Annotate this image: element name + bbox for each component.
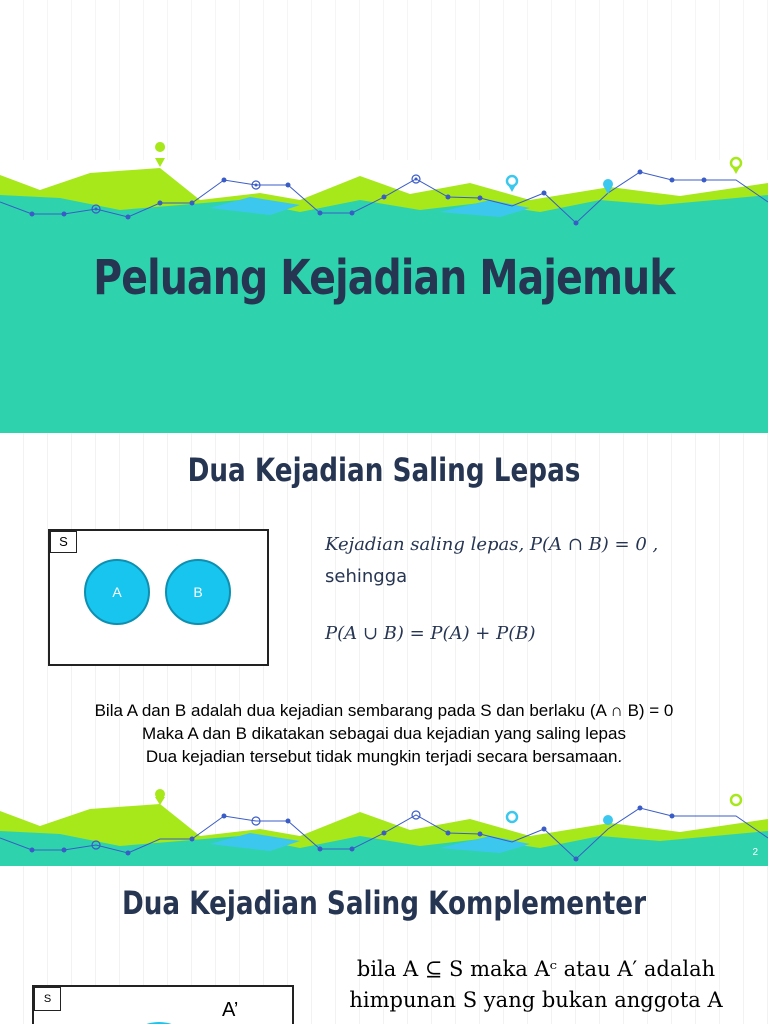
complement-definition-line-1: bila A ⊆ S maka Aᶜ atau A′ adalah <box>356 957 716 981</box>
formula-connector: sehingga <box>325 566 408 587</box>
venn-diagram-complement <box>32 985 294 1024</box>
set-b-circle: B <box>165 559 231 625</box>
complement-definition-line-2: himpunan S yang bukan anggota A <box>349 988 723 1012</box>
slide-title: Peluang Kejadian Majemuk <box>93 250 675 306</box>
slide-heading: Dua Kejadian Saling Lepas <box>187 451 581 489</box>
venn-diagram <box>48 529 269 666</box>
grid-background <box>0 0 768 160</box>
body-line-2: Maka A dan B dikatakan sebagai dua kejadian yang saling lepas <box>142 724 626 743</box>
formula-intersection: Kejadian saling lepas, P(A ∩ B) = 0 , <box>325 534 659 555</box>
complement-label: A’ <box>222 999 239 1021</box>
set-a-circle: A <box>84 559 150 625</box>
decorative-wave-footer <box>0 778 768 866</box>
universe-label: S <box>34 987 61 1011</box>
mutually-exclusive-slide <box>0 433 768 866</box>
slide-heading: Dua Kejadian Saling Komplementer <box>121 884 647 922</box>
formula-union: P(A ∪ B) = P(A) + P(B) <box>325 623 536 644</box>
complementary-slide <box>0 866 768 1024</box>
title-slide <box>0 0 768 433</box>
body-line-3: Dua kejadian tersebut tidak mungkin terjadi secara bersamaan. <box>145 747 623 766</box>
universe-label: S <box>50 531 77 553</box>
page-number: 2 <box>752 847 758 858</box>
body-line-1: Bila A dan B adalah dua kejadian sembarang pada S dan berlaku (A ∩ B) = 0 <box>94 701 674 720</box>
